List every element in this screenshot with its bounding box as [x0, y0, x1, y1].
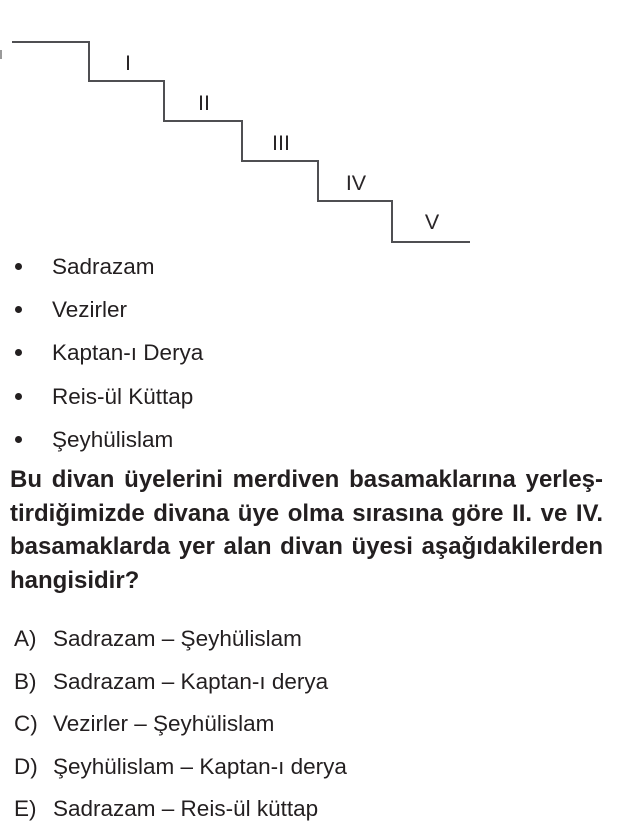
staircase-diagram: [0, 0, 630, 250]
step-label-1: I: [125, 51, 131, 75]
step-label-5: V: [424, 210, 440, 234]
list-item: [15, 375, 203, 418]
member-label: Kaptan-ı Derya: [52, 340, 204, 366]
step-label-3: III: [272, 131, 290, 155]
list-item: [15, 245, 203, 288]
bullet-icon: [15, 436, 22, 443]
option-letter: E): [14, 796, 37, 821]
question-line: tirdiğimizde divana üye olma sırasına göre II. ve IV.: [10, 499, 603, 527]
bullet-icon: [15, 263, 22, 270]
bullet-icon: [15, 393, 22, 400]
option-row-e: [14, 788, 347, 831]
member-label: Sadrazam: [52, 254, 155, 279]
member-label: Vezirler: [52, 297, 128, 323]
bullet-icon: [15, 306, 22, 313]
question-text: [10, 463, 603, 597]
option-letter: D): [14, 753, 38, 779]
option-text: Sadrazam – Reis-ül küttap: [53, 796, 319, 821]
step-label-2: II: [198, 91, 210, 115]
step-label-4: IV: [345, 171, 367, 195]
member-label: Şeyhülislam: [52, 426, 174, 452]
option-text: Sadrazam – Kaptan-ı derya: [53, 668, 329, 694]
option-row-c: [14, 703, 347, 746]
option-text: Şeyhülislam – Kaptan-ı derya: [53, 753, 347, 779]
option-row-d: [14, 746, 347, 789]
list-item: [15, 331, 203, 374]
answer-options: [14, 618, 347, 831]
list-item: [15, 288, 203, 331]
option-text: Sadrazam – Şeyhülislam: [53, 626, 302, 651]
option-row-b: [14, 661, 347, 704]
divan-member-list: [15, 245, 203, 461]
option-letter: A): [14, 626, 37, 651]
option-row-a: [14, 618, 347, 661]
bullet-icon: [15, 349, 22, 356]
option-letter: B): [14, 668, 37, 694]
question-line: basamaklarda yer alan divan üyesi aşağıdakilerden: [10, 533, 603, 560]
option-letter: C): [14, 711, 38, 736]
list-item: [15, 418, 203, 461]
staircase-line: [12, 42, 470, 242]
question-line: hangisidir?: [10, 566, 140, 594]
question-line: Bu divan üyelerini merdiven basamaklarına yerleş-: [10, 466, 603, 493]
member-label: Reis-ül Küttap: [52, 383, 194, 409]
option-text: Vezirler – Şeyhülislam: [53, 711, 275, 736]
